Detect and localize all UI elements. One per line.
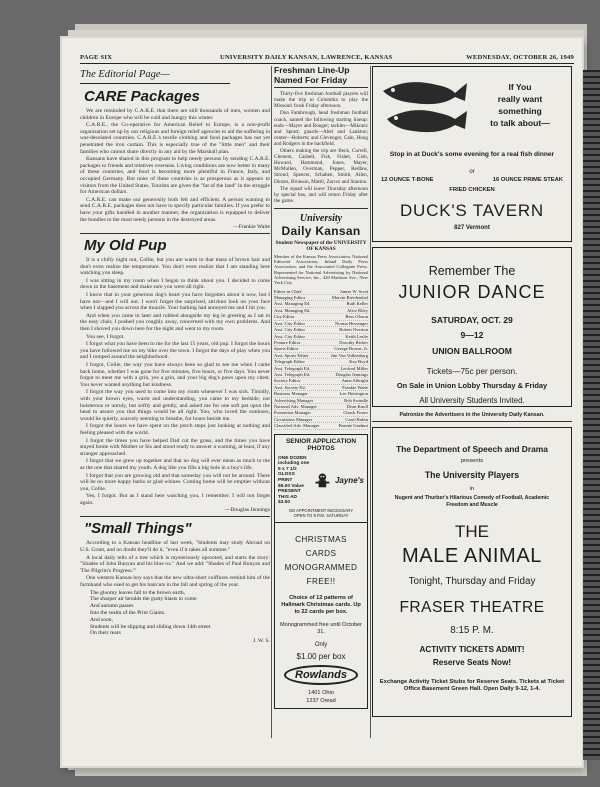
poem-line: And soon,: [90, 616, 113, 623]
paragraph: I forgot that you are growing old and that someday you will not be around. There will be no more happy barks or glad whines. Coming home will be emptier without you, Collie.: [80, 472, 270, 492]
card-price: $1.00 per box: [296, 651, 346, 661]
staff-person: Dorothy Ricker: [339, 339, 368, 345]
paragraph: And when you came in later and rubbed alongside my leg in greeting as I sat in the easy chair, I pushed you roughly away, concerned with my own problems. And then I shoved you down here for the night and went to my room.: [80, 312, 270, 333]
separator: [274, 208, 368, 209]
staff-role: Asst. Society Ed.: [274, 384, 306, 390]
staff-role: Telegraph Editor: [274, 359, 305, 365]
staff-person: Carol Rubin: [345, 416, 368, 422]
staff-person: Kay Boyd: [349, 359, 368, 365]
photo-ad-headline: SENIOR APPLICATION PHOTOS: [285, 437, 357, 453]
staff-person: George Brown, Jr.: [334, 346, 368, 352]
staff-role: Classified Adv. Manager: [274, 423, 320, 429]
staff-person: Ruth Keller: [346, 301, 368, 307]
separator: [80, 516, 270, 517]
staff-role: City Editor: [274, 314, 295, 320]
staff-person: James W. Scott: [340, 288, 368, 294]
paragraph: Others making the trip are Beck, Correll, Clement, Cashell, Fisk, Fisher, Gish, Howard, Hammond, Jones, Mayer, McMullen, Overman, Pepper, Redlaw, Stroud, Spencer, Schaben, Smith, Allen, Dinzes, Bronson, Mattil, Zarcor and Stanton.: [274, 148, 368, 185]
poem-line: On their rears: [90, 630, 121, 637]
staff-role: Asst. Managing Ed.: [274, 307, 311, 313]
staff-box: [274, 289, 368, 430]
play-title: MALE ANIMAL: [402, 545, 542, 568]
ducks-tavern-ad: If You really want something to talk about— Stop in at Duck's some evening for a real fish dinner or 12 OUNCE T-BONE 16 OUNCE PRIME STEAK FRIED CHICKEN DUCK'S TAVERN 827 Vermont: [372, 66, 572, 242]
poem-line: The gloomy leaves fall to the brown earth,: [90, 589, 186, 596]
kansan-subtitle: Student Newspaper of the UNIVERSITY OF KANSAS: [275, 239, 367, 252]
pup-headline: My Old Pup: [84, 237, 167, 255]
freshman-article: [274, 91, 368, 204]
paragraph: I forgot the way you used to come into my room whenever I was sick. Timidly, with your brown eyes, warm and understanding, you came to my bedside, not boisterous or unruly, but softly and gently, and asked me for one soft pat upon the head to assure you that things would be all right. You, who loved the outdoors, would lie quietly, scarcely seeming to breathe, for hours beside me.: [80, 389, 270, 422]
paragraph: C.A.R.E. can make our generosity both felt and efficient. A person wanting to send C.A.R.E. packages does not have to specify particular families. If you prefer to have your gifts handled in another manner, the organization is equipped to deliver the bundles to the most needy persons in the destroyed areas.: [80, 196, 270, 223]
separator: [80, 233, 270, 234]
staff-person: Bess Olsson: [345, 314, 368, 320]
staff-role: Feature Editor: [274, 339, 301, 345]
paragraph: Thirty-five freshman football players will make the trip to Columbia to play the Missouri frosh Friday afternoon.: [274, 91, 368, 110]
staff-role: Managing Editor: [274, 295, 306, 301]
byline: J. W. S.: [253, 638, 270, 645]
staff-role: National Adv. Manager: [274, 403, 317, 409]
staff-person: Marvin Breidenthal: [331, 295, 368, 301]
staff-person: Keith Leslie: [345, 333, 368, 339]
paragraph: The squad will leave Thursday afternoon by special bus, and will return Friday after the game.: [274, 185, 368, 204]
staff-role: Asst. Managing Ed.: [274, 301, 311, 307]
rowlands-logo: Rowlands: [284, 665, 358, 685]
staff-role: Business Manager: [274, 391, 308, 397]
mascot-icon: [313, 466, 332, 496]
staff-person: Jim Van Volkenburg: [330, 352, 368, 358]
paragraph: A local daily tells of a tree which is mysteriously uprooted, and starts the story: "Shades of John Bunyan and his blue ox." And we add: "Shades of Paul Bunyan and 'The Pilgrim's Progress.'": [80, 554, 270, 574]
paragraph: One western Kansas boy says that the new ultra-short coiffures remind him of the farmhand who used to get his haircuts in the fall and spring of the year.: [80, 575, 270, 589]
kansan-flag: Daily Kansan: [281, 223, 361, 238]
paragraph: According to a Kansan headline of last week, "Students may study Abroad on U.S. Grant, and no doubt they'll do it, "even if it takes all summer.": [80, 540, 270, 554]
junior-dance-ad: Remember The JUNIOR DANCE SATURDAY, OCT. 29 9—12 UNION BALLROOM Tickets—75c per person. On Sale in Union Lobby Thursday & Friday All University Students Invited.: [372, 247, 572, 407]
pup-article: [80, 257, 270, 506]
care-headline: CARE Packages: [84, 88, 200, 105]
paragraph: I forgot that we grew up together and that no dog will ever mean as much to me as the one that shared my youth. A dog like you fills a big hole in a boy's life.: [80, 458, 270, 471]
rexall-ad: SENIOR APPLICATION PHOTOS ONE DOZEN including one 5 x 7 1/2 GLOSS PRINT $5.00 Value PRESENT THIS AD $3.50 Jayne's NO APPOINTMENT NECESSARY OPEN TO 9 P.M. SATURDAY: [274, 434, 368, 523]
staff-person: Norma Hessenger: [334, 320, 368, 326]
staff-role: Asst. City Editor: [274, 320, 306, 326]
staff-person: Bonnie Gnehmi: [338, 423, 368, 429]
kansan-flag-top: University: [299, 212, 343, 224]
kansan-membership: Member of the Kansas Press Association, National Editorial Association, Inland Daily Press Association, and the Associated Collegiate Press. Represented for National Advertising by National Advertising Service, Inc., 420 Madison Ave., New York City.: [274, 253, 368, 286]
staff-person: Douglas Jennings: [335, 371, 368, 377]
staff-person: Bob Swindle: [344, 397, 368, 403]
issue-date: WEDNESDAY, OCTOBER 26, 1949: [466, 54, 574, 61]
binding-strip: [583, 70, 600, 760]
paragraph: C.A.R.E., the Co-operative for American Relief to Europe, is a non-profit organization set up by our religious and foreign relief agencies to aid the suffering in war-desolated countries. C.A.R.E.'s textile clothing and food packages has not yet penetrated the iron curtain. This is especially true of the "little men" and their families who cannot share directly in any aid by the Marshall plan.: [80, 122, 270, 155]
paragraph: I forgot the hours we have spent on the porch steps just looking at nothing and feeling pleased with the world.: [80, 423, 270, 436]
male-animal-ad: The Department of Speech and Drama presents The University Players in Nugent and Thurber's Hilarious Comedy of Football, Academic Freedom and Muscle THE MALE ANIMAL Tonight, Thursday and Friday FRASER THEATRE 8:15 P. M. ACTIVITY TICKETS ADMIT! Reserve Seats Now! Exchange Activity Ticket Stubs for Reserve Seats. Tickets at Ticket Office Basement Green Hall. Open Daily 9-12, 1-4.: [372, 427, 572, 717]
staff-role: Asst. Sports Editor: [274, 352, 309, 358]
christmas-card-ad: CHRISTMAS CARDS MONOGRAMMED FREE!! Choice of 12 patterns of Hallmark Christmas cards. Up to 22 cards per box. Monogrammed free until October 31. Only $1.00 per box Rowlands 1401 Ohio 1237 Oread: [274, 523, 368, 709]
fish-icon: [379, 73, 471, 139]
news-column: [274, 66, 368, 746]
staff-person: Chuck Foster: [343, 410, 368, 416]
page-number: PAGE SIX: [80, 54, 113, 61]
paragraph: It is a chilly night out, Collie, but you are warm in that mass of brown hair and don't even realize the temperature. You don't even realize that I am standing here watching you sleep.: [80, 257, 270, 277]
paragraph: Don Fambrough, head freshman football coach, named the following starting lineup: ends—Mayer and Bonger; tackles—Mikonic and Spratt; guards—Abel and Lankton; center—Roberts; and Clevenger, Cain, Houg and Rodgers in the backfield.: [274, 110, 368, 147]
paper-name: UNIVERSITY DAILY KANSAN, LAWRENCE, KANSAS: [220, 54, 393, 61]
freshman-headline: Freshman Line-Up Named For Friday: [274, 66, 368, 88]
things-article: [80, 540, 270, 588]
staff-person: Frankie Waite: [342, 384, 368, 390]
paragraph: We are reminded by C.A.R.E. that there are still thousands of men, women and children in Europe who will be cold and hungry this winter.: [80, 108, 270, 121]
poem-line: Students will be slipping and sliding down 14th street: [90, 623, 211, 630]
theatre-name: FRASER THEATRE: [399, 599, 545, 617]
staff-role: Asst. Telegraph Ed.: [274, 365, 311, 371]
dance-title: JUNIOR DANCE: [398, 282, 546, 302]
staff-role: Asst. Telegraph Ed.: [274, 371, 311, 377]
editorial-header: The Editorial Page—: [80, 68, 230, 84]
poem: [90, 590, 270, 638]
staff-role: Asst. City Editor: [274, 327, 306, 333]
paragraph: You see, I forgot.: [86, 333, 125, 340]
staff-role: Advertising Manager: [274, 397, 314, 403]
studio-name: Jayne's: [334, 476, 364, 486]
paragraph: I forgot the times you have helped Dad cut the grass, and the times you have stayed home with Mother or Sis and stood ready to answer a warning, at least, if any stranger approached.: [80, 437, 270, 457]
staff-role: Sports Editor: [274, 346, 299, 352]
paragraph: I was sitting in my room when I began to think about you. I decided to come down in the basement and make sure you were all right.: [80, 277, 270, 291]
byline: —Frankie Waite: [233, 224, 270, 231]
staff-person: Leoford Miller: [340, 365, 368, 371]
patronize-notice: Patronize the Advertisers in the University Daily Kansan.: [372, 412, 572, 422]
byline: —Douglas Jennings: [224, 507, 270, 514]
staff-person: Lee Hoisington: [339, 391, 368, 397]
paragraph: Yes, I forgot. But as I stand here watching you, I remember. I will not forget again.: [80, 493, 270, 506]
paragraph: I forgot what you have been to me for the last 15 years, old pup. I forgot the hours you have followed me on my bike over the town. I forgot the days of play when you and I romped around the neighborhood.: [80, 341, 270, 361]
staff-role: Editor in Chief: [274, 288, 302, 294]
staff-role: Promotion Manager: [274, 410, 311, 416]
ads-column: [372, 66, 572, 746]
staff-role: Circulation Manager: [274, 416, 313, 422]
staff-person: Alice Riley: [346, 307, 368, 313]
staff-role: Society Editor: [274, 378, 301, 384]
page-masthead: [80, 52, 574, 64]
staff-row: [274, 423, 368, 429]
paragraph: I forgot, Collie, the way you have always been so glad to see me when I came back home, whether I was gone for five minutes, five hours, or five days. You never forgot to meet me with a grin, yes a grin, and your big dog's paws upon my chest. You never wanted anything but kindness.: [80, 362, 270, 388]
column-rule: [271, 66, 272, 738]
poem-line: The sharper air heralds the gusty blasts to come: [90, 596, 197, 603]
things-headline: "Small Things": [84, 520, 192, 538]
column-rule: [370, 66, 371, 738]
paragraph: Kansans have shared in this program to help needy persons by sending C.A.R.E. packages to friends and relatives overseas. Living conditions are now better in many of these countries, and food is becoming more plentiful in France, Italy, and occupied Germany. But none of these countries is as prosperous as it appears to visitors from the United States. Tourists are given the "fat of the land" in the struggle for American dollars.: [80, 156, 270, 196]
staff-person: Dean Knoll: [346, 403, 368, 409]
staff-role: Asst. City Editor: [274, 333, 306, 339]
poem-line: And autumn passes: [90, 603, 134, 610]
poem-line: Into the realm of the Print Giants.: [90, 610, 166, 617]
staff-person: Anna Albright: [341, 378, 368, 384]
care-article: [80, 108, 270, 223]
ducks-tavern-name: DUCK'S TAVERN: [399, 201, 544, 220]
staff-person: Robert Overton: [339, 327, 368, 333]
editorial-column: [80, 68, 270, 748]
paragraph: I know that in your generous dog's heart you have forgotten about it now, but I have not—and I will not. I won't forget the surprised, stricken look on your face when I slapped you across the muzzle. Your barking had annoyed me and I hit you.: [80, 292, 270, 312]
